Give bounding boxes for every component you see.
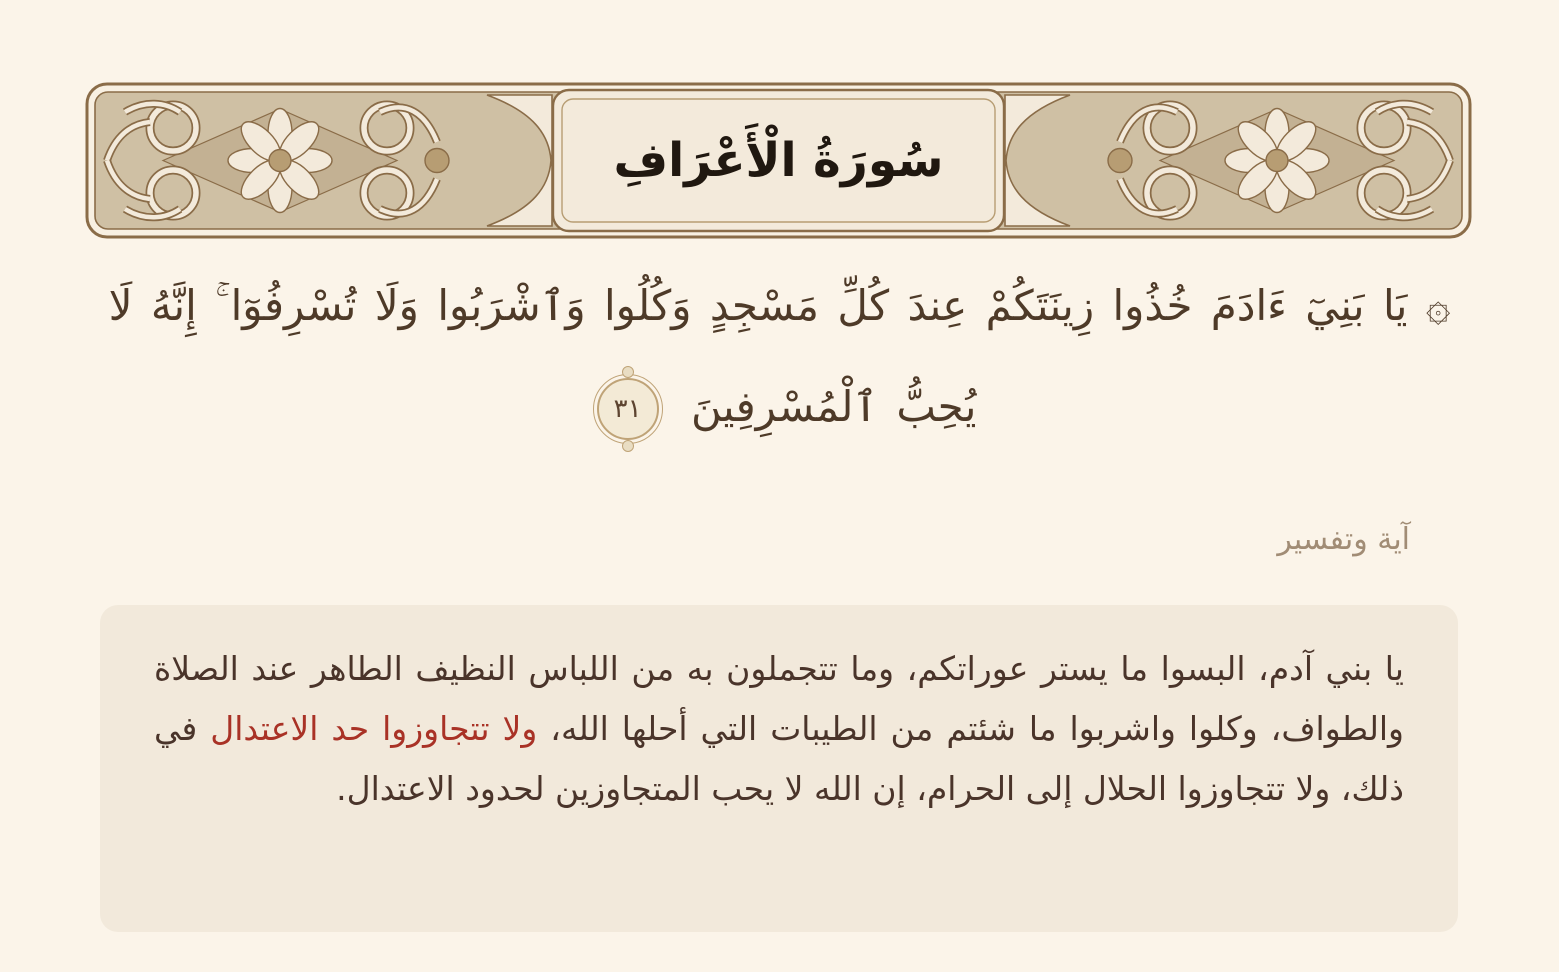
section-label: آية وتفسير bbox=[1277, 522, 1410, 557]
verse-text: يَا بَنِيٓ ءَادَمَ خُذُوا زِينَتَكُمْ عِندَ كُلِّ مَسْجِدٍ وَكُلُوا وَٱشْرَبُوا وَلَا تُسْرِفُوٓا ۚ إِنَّهُ لَا يُحِبُّ ٱلْمُسْرِفِينَ bbox=[108, 281, 1408, 431]
verse-text-block bbox=[90, 256, 1469, 458]
tafsir-text-after: في ذلك، ولا تتجاوزوا الحلال إلى الحرام، إن الله لا يحب المتجاوزين لحدود الاعتدال. bbox=[154, 709, 1404, 809]
surah-banner bbox=[85, 82, 1472, 239]
tafsir-text bbox=[154, 639, 1404, 819]
rub-el-hizb-icon: ۞ bbox=[1425, 281, 1451, 330]
ayah-number: ٣١ bbox=[613, 394, 642, 425]
tafsir-text-before: يا بني آدم، البسوا ما يستر عوراتكم، وما تتجملون به من اللباس النظيف الطاهر عند الصلاة والطواف، وكلوا واشربوا ما شئتم من الطيبات التي أحلها الله، bbox=[154, 649, 1404, 749]
tafsir-text-highlight: ولا تتجاوزوا حد الاعتدال bbox=[210, 709, 538, 749]
surah-title: سُورَةُ الْأَعْرَافِ bbox=[613, 133, 944, 188]
tafsir-box bbox=[100, 605, 1458, 932]
ayah-number-medallion bbox=[597, 378, 659, 440]
